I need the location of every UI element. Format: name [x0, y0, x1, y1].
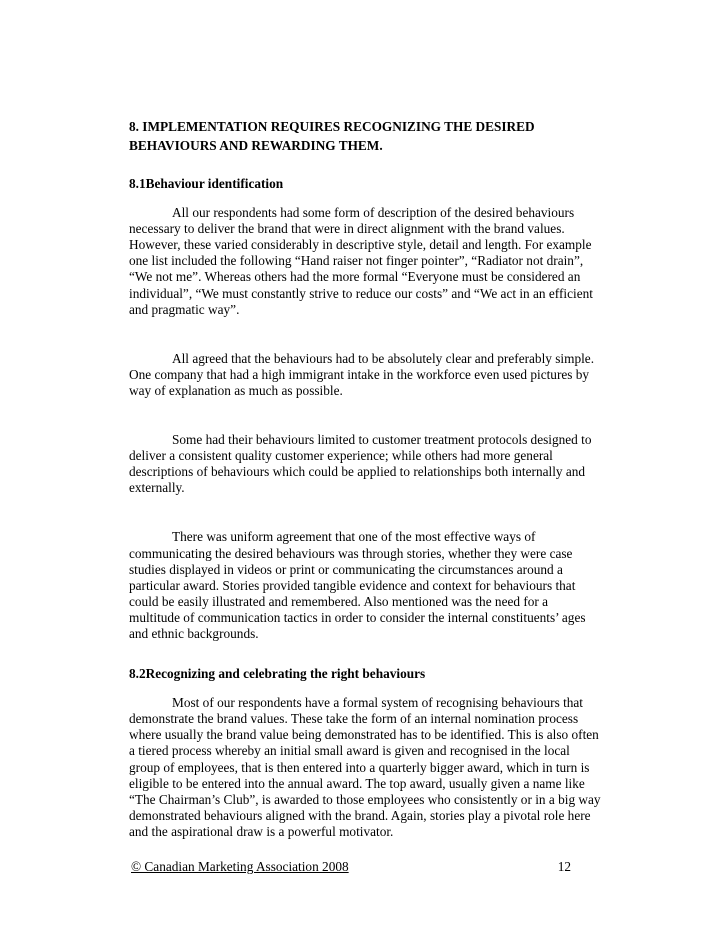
- page-content: [129, 117, 601, 840]
- paragraph: All our respondents had some form of description of the desired behaviours necessary to deliver the brand that were in direct alignment with the brand values. However, these varied considerably in descriptive style, detail and length. For example one list included the following “Hand raiser not finger pointer”, “Radiator not drain”, “We not me”. Whereas others had the more formal “Everyone must be considered an individual”, “We must constantly strive to reduce our costs” and “We act in an efficient and pragmatic way”.: [129, 205, 593, 317]
- paragraph: All agreed that the behaviours had to be absolutely clear and preferably simple. One company that had a high immigrant intake in the workforce even used pictures by way of explanation as much as possible.: [129, 350, 595, 398]
- section-heading: 8. IMPLEMENTATION REQUIRES RECOGNIZING THE DESIRED BEHAVIOURS AND REWARDING THEM.: [129, 119, 535, 153]
- paragraph: Most of our respondents have a formal system of recognising behaviours that demonstrate the brand values. These take the form of an internal nomination process where usually the brand value being demonstrated has to be identified. This is also often a tiered process whereby an initial small award is given and recognised in the local group of employees, that is then entered into a quarterly bigger award, which in turn is eligible to be entered into the annual award. The top award, usually given a name like “The Chairman’s Club”, is awarded to those employees who consistently or in a big way demonstrated behaviours aligned with the brand. Again, stories play a pivotal role here and the aspirational draw is a powerful motivator.: [129, 695, 601, 839]
- paragraph: Some had their behaviours limited to customer treatment protocols designed to deliver a consistent quality customer experience; while others had more general descriptions of behaviours which could be applied to relationships both internally and externally.: [129, 432, 592, 496]
- copyright-notice: © Canadian Marketing Association 2008: [131, 859, 349, 874]
- paragraph: There was uniform agreement that one of the most effective ways of communicating the desired behaviours was through stories, whether they were case studies displayed in videos or print or communicating the circumstances around a particular award. Stories provided tangible evidence and context for behaviours that could be easily illustrated and remembered. Also mentioned was the need for a multitude of communication tactics in order to consider the internal constituents’ ages and ethnic backgrounds.: [129, 529, 586, 641]
- subsection-title-recognizing-behaviours: 8.2Recognizing and celebrating the right behaviours: [129, 666, 426, 682]
- page-number: 12: [557, 859, 571, 874]
- subsection-title-behaviour-identification: 8.1Behaviour identification: [129, 176, 284, 191]
